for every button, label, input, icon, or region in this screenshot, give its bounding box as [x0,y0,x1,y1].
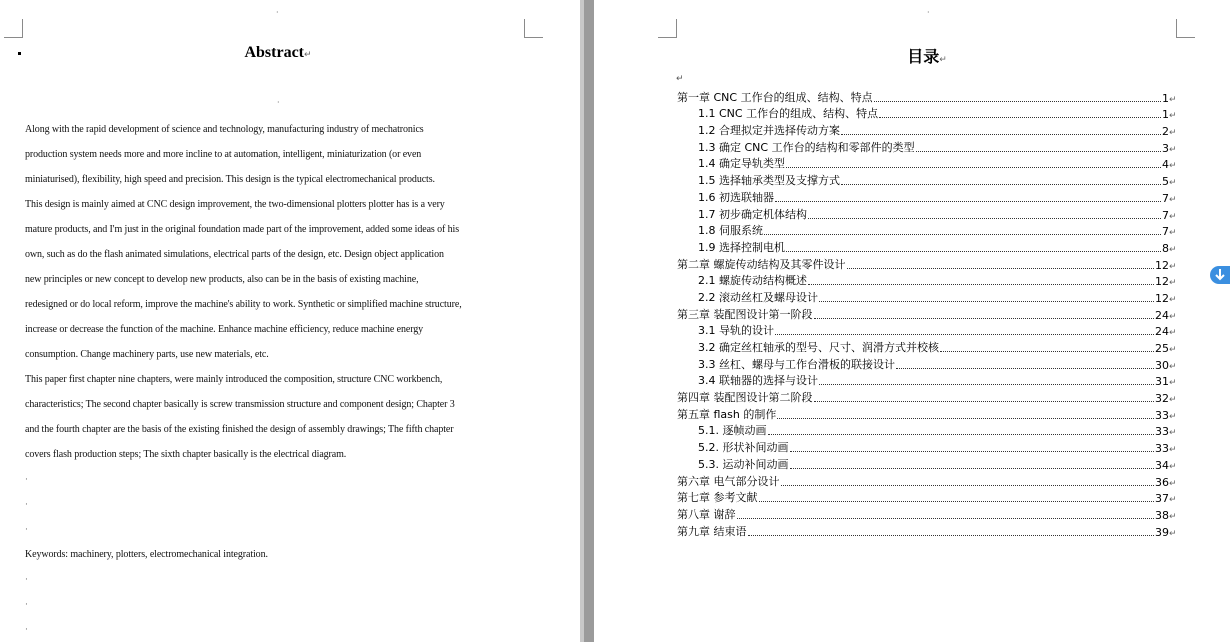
toc-entry[interactable] [677,355,1177,372]
toc-entry[interactable] [677,188,1177,205]
toc-entry-label: 3.4 联轴器的选择与设计 [698,374,818,388]
toc-entry-label: 1.6 初选联轴器 [698,190,774,204]
toc-leader-dots [790,468,1155,469]
paragraph-mark: ↵ [1169,445,1177,456]
paragraph-mark: ↵ [1169,495,1177,506]
toc-entry-page: 31 [1155,375,1169,389]
toc-entry-page: 12 [1155,258,1169,272]
toc-entry-label: 1.2 合理拟定并选择传动方案 [698,124,840,138]
toc-entry-page: 5 [1162,175,1169,189]
toc-leader-dots [764,234,1161,235]
toc-entry-page: 7 [1162,208,1169,222]
toc-entry[interactable] [677,205,1177,222]
toc-entry-page: 37 [1155,492,1169,506]
toc-leader-dots [819,384,1154,385]
paragraph-mark: ↵ [1169,261,1177,272]
toc-entry-label: 1.8 伺服系统 [698,224,763,238]
toc-entry[interactable] [677,405,1177,422]
toc-entry-page: 7 [1162,225,1169,239]
abstract-line: miniaturised), flexibility, high speed and precision. This design is the typical electromechanical products. [25,174,435,185]
toc-leader-dots [814,401,1155,402]
toc-entry-label: 第八章 谢辞 [677,507,736,521]
toc-entry-label: 2.2 滚动丝杠及螺母设计 [698,290,818,304]
toc-entry[interactable] [677,489,1177,506]
paragraph-mark: ↵ [1169,361,1177,372]
abstract-line: increase or decrease the function of the machine. Enhance machine efficiency, reduce machine energy [25,324,424,335]
empty-paragraph: · [25,600,28,610]
toc-entry[interactable] [677,121,1177,138]
paragraph-mark: ↵ [1169,395,1177,406]
toc-entry[interactable] [677,138,1177,155]
paragraph-mark: ↵ [1169,278,1177,289]
toc-leader-dots [940,351,1154,352]
paragraph-mark: ↵ [1169,478,1177,489]
toc-entry[interactable] [677,522,1177,539]
abstract-line: redesigned or do local reform, improve the machine's ability to work. Synthetic or simplified machine structure, [25,299,462,310]
paragraph-mark: ↵ [1169,461,1177,472]
toc-entry-page: 33 [1155,442,1169,456]
toc-entry-label: 5.1. 逐帧动画 [698,424,767,438]
toc-leader-dots [874,101,1161,102]
crop-mark-top-left [658,19,677,38]
paragraph-mark: · [927,8,930,17]
toc-entry-page: 3 [1162,141,1169,155]
toc-entry[interactable] [677,338,1177,355]
toc-entry[interactable] [677,88,1177,105]
toc-entry-page: 38 [1155,508,1169,522]
toc-entry-page: 12 [1155,275,1169,289]
paragraph-mark: ↵ [1169,161,1177,172]
paragraph-mark: · [276,8,279,17]
paragraph-mark: ↵ [1169,294,1177,305]
toc-leader-dots [841,134,1161,135]
toc-entry-label: 第六章 电气部分设计 [677,474,780,488]
toc-leader-dots [786,251,1161,252]
paragraph-mark: ↵ [1169,111,1177,122]
toc-leader-dots [775,201,1161,202]
toc-entry-label: 1.3 确定 CNC 工作台的结构和零部件的类型 [698,140,915,154]
toc-leader-dots [775,334,1154,335]
document-page-left[interactable] [0,0,580,642]
toc-entry-page: 24 [1155,325,1169,339]
empty-paragraph: · [25,500,28,510]
paragraph-mark: ↵ [1169,528,1177,539]
chevron-down-icon [1214,268,1226,282]
empty-paragraph: · [25,575,28,585]
toc-entry-label: 1.9 选择控制电机 [698,240,785,254]
toc-entry-page: 4 [1162,158,1169,172]
toc-entry[interactable] [677,255,1177,272]
toc-entry[interactable] [677,322,1177,339]
paragraph-mark: ↵ [676,74,684,84]
toc-entry-page: 25 [1155,342,1169,355]
toc-entry-page: 8 [1162,241,1169,255]
toc-leader-dots [777,418,1154,419]
toc-entry-page: 32 [1155,392,1169,406]
empty-paragraph: · [25,525,28,535]
toc-entry[interactable] [677,438,1177,455]
abstract-line: own, such as do the flash animated simulations, electrical parts of the design, etc. Design object application [25,249,444,260]
toc-entry-page: 1 [1162,91,1169,105]
toc-entry-page: 2 [1162,125,1169,139]
toc-entry-label: 第五章 flash 的制作 [677,407,777,421]
paragraph-mark: ↵ [1169,345,1177,355]
toc-entry[interactable] [677,388,1177,405]
toc-leader-dots [819,301,1154,302]
paragraph-mark: ↵ [1169,128,1177,139]
toc-entry-label: 第四章 装配图设计第二阶段 [677,391,813,405]
paragraph-mark: ↵ [1169,428,1177,439]
abstract-line: mature products, and I'm just in the original foundation made part of the improvement, added some ideas of his [25,224,460,235]
toc-entry-page: 1 [1162,108,1169,122]
toc-entry-page: 12 [1155,291,1169,305]
toc-entry[interactable] [677,372,1177,389]
abstract-line: production system needs more and more incline to at automation, intelligent, miniaturization (or even [25,149,422,160]
toc-entry[interactable] [677,505,1177,522]
toc-entry-page: 36 [1155,475,1169,489]
paragraph-mark: ↵ [1169,144,1177,155]
abstract-line: consumption. Change machinery parts, use new materials, etc. [25,349,269,360]
toc-leader-dots [790,451,1155,452]
toc-entry[interactable] [677,155,1177,172]
toc-leader-dots [808,284,1154,285]
toc-leader-dots [896,368,1154,369]
toc-entry[interactable] [677,305,1177,322]
abstract-line: and the fourth chapter are the basis of the existing finished the design of assembly drawings; The fifth chapter [25,424,454,435]
paragraph-mark: ↵ [1169,378,1177,389]
paragraph-mark: ↵ [1169,311,1177,322]
abstract-line: Keywords: machinery, plotters, electromechanical integration. [25,549,268,560]
abstract-line: characteristics; The second chapter basically is screw transmission structure and component design; Chapter 3 [25,399,455,410]
toc-entry-page: 33 [1155,425,1169,439]
paragraph-mark: ↵ [1169,244,1177,255]
toc-entry-label: 第二章 螺旋传动结构及其零件设计 [677,257,846,271]
crop-mark-top-right [1176,19,1195,38]
toc-entry-label: 1.7 初步确定机体结构 [698,207,807,221]
toc-leader-dots [786,167,1161,168]
paragraph-mark: ↵ [1169,211,1177,222]
toc-leader-dots [808,218,1161,219]
toc-leader-dots [814,318,1155,319]
abstract-heading: Abstract↵ [244,44,312,61]
toc-heading: 目录↵ [907,47,947,66]
toc-entry-label: 第一章 CNC 工作台的组成、结构、特点 [677,90,873,104]
toc-entry[interactable] [677,171,1177,188]
toc-leader-dots [879,117,1161,118]
toc-entry-label: 1.4 确定导轨类型 [698,157,785,171]
toc-entry-page: 34 [1155,458,1169,472]
toc-entry-label: 1.1 CNC 工作台的组成、结构、特点 [698,107,879,121]
toc-leader-dots [768,434,1155,435]
abstract-line: covers flash production steps; The sixth chapter basically is the electrical diagram. [25,449,347,460]
toc-entry-page: 33 [1155,408,1169,422]
crop-mark-top-right [524,19,543,38]
toc-entry-label: 1.5 选择轴承类型及支撑方式 [698,174,840,188]
document-page-right[interactable] [594,0,1232,642]
toc-entry[interactable] [677,472,1177,489]
paragraph-mark: ↵ [1169,178,1177,189]
paragraph-mark: ↵ [1169,228,1177,239]
table-of-contents [677,88,1177,539]
toc-entry[interactable] [677,105,1177,122]
abstract-line: new principles or new concept to develop new products, also can be in the basis of existing machine, [25,274,419,285]
abstract-body[interactable] [25,117,535,642]
paragraph-mark: ↵ [1169,194,1177,205]
toc-entry-page: 7 [1162,191,1169,205]
toc-entry-label: 5.2. 形状补间动画 [698,441,789,455]
toc-leader-dots [737,518,1155,519]
toc-entry[interactable] [677,288,1177,305]
toc-entry-label: 3.1 导轨的设计 [698,324,774,338]
paragraph-mark: · [277,98,280,107]
paragraph-mark: ↵ [1169,511,1177,522]
paragraph-mark: ↵ [1169,411,1177,422]
crop-mark-top-left [4,19,23,38]
scroll-down-button[interactable] [1210,266,1230,284]
toc-entry[interactable] [677,422,1177,439]
abstract-line: This design is mainly aimed at CNC design improvement, the two-dimensional plotters plotter has is a very [25,199,445,210]
paragraph-mark: ↵ [1169,94,1177,105]
toc-entry-label: 2.1 螺旋传动结构概述 [698,274,807,288]
toc-leader-dots [916,151,1161,152]
toc-leader-dots [759,501,1155,502]
toc-entry-label: 3.2 确定丝杠轴承的型号、尺寸、润滑方式并校核 [698,341,939,354]
toc-entry-label: 第七章 参考文献 [677,491,758,505]
toc-entry[interactable] [677,272,1177,289]
toc-leader-dots [847,268,1155,269]
empty-paragraph: · [25,625,28,635]
toc-entry[interactable] [677,222,1177,239]
toc-entry-label: 5.3. 运动补间动画 [698,457,789,471]
page-gutter [580,0,594,642]
paragraph-mark: ↵ [1169,328,1177,339]
toc-entry-page: 24 [1155,308,1169,322]
toc-leader-dots [781,485,1155,486]
toc-entry-page: 30 [1155,358,1169,372]
toc-entry-page: 39 [1155,525,1169,539]
toc-leader-dots [841,184,1161,185]
toc-entry-label: 3.3 丝杠、螺母与工作台滑板的联接设计 [698,357,895,371]
toc-entry-label: 第九章 结束语 [677,524,747,538]
toc-entry[interactable] [677,455,1177,472]
toc-entry[interactable] [677,238,1177,255]
abstract-line: Along with the rapid development of science and technology, manufacturing industry of mechatronics [25,124,424,135]
toc-leader-dots [748,535,1155,536]
empty-paragraph: · [25,475,28,485]
toc-entry-label: 第三章 装配图设计第一阶段 [677,307,813,321]
abstract-line: This paper first chapter nine chapters, were mainly introduced the composition, structure CNC workbench, [25,374,443,385]
